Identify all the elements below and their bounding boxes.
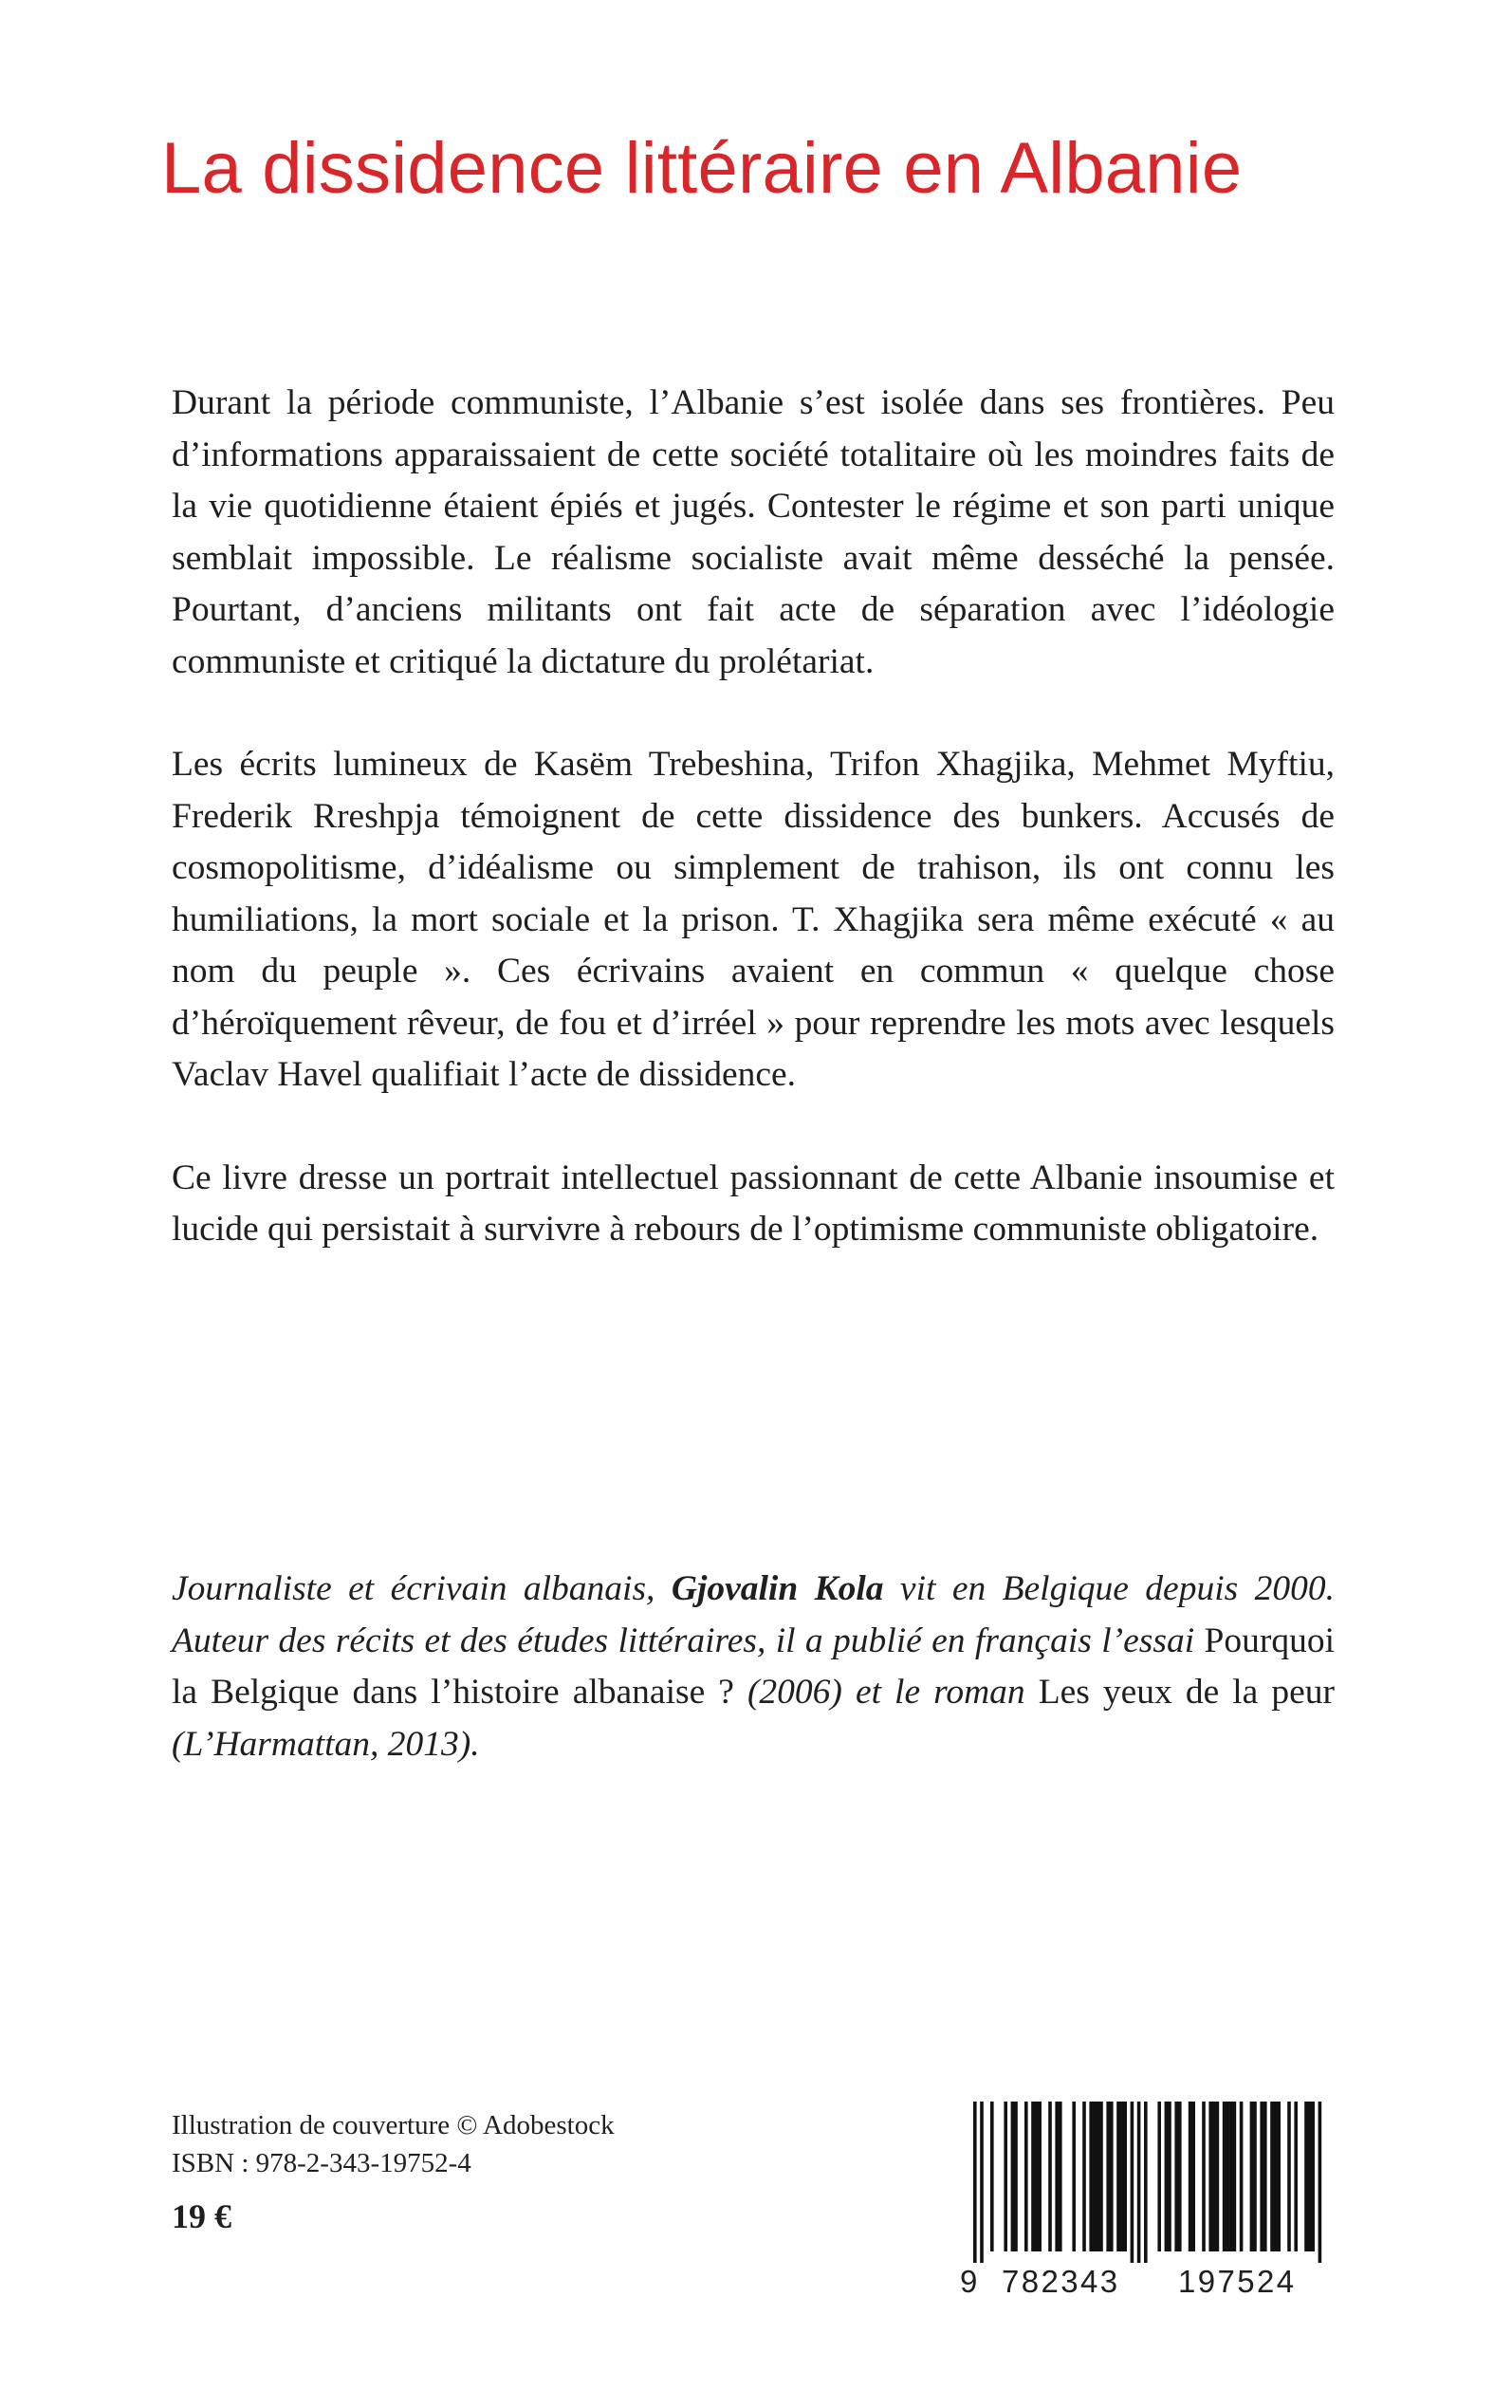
summary-paragraph-1: Durant la période communiste, l’Albanie s’est isolée dans ses frontières. Peu d’informations apparaissaient de cette société totalitaire où les moindres faits de la vie quotidienne étaient épiés et jugés. Contester le régime et son parti unique semblait impossible. Le réalisme socialiste avait même desséché la pensée. Pourtant, d’anciens militants ont fait acte de séparation avec l’idéologie communiste et critiqué la dictature du prolétariat. (172, 383, 1335, 681)
bio-book-title-1: Pourquoi la Belgique dans l’histoire albanaise ? (172, 1621, 1335, 1712)
book-title: La dissidence littéraire en Albanie (161, 128, 1243, 209)
bio-text-2: (2006) et le roman (733, 1673, 1039, 1712)
barcode-icon (968, 2102, 1337, 2263)
barcode-first-digit: 9 (960, 2264, 978, 2299)
bio-text-1: vit en Belgique depuis 2000. Auteur des récits et des études littéraires, il a publié en français l’essai (172, 1569, 1335, 1660)
bio-text-3: (L’Harmattan, 2013). (172, 1724, 480, 1764)
summary-paragraph-2: Les écrits lumineux de Kasëm Trebeshina, Trifon Xhagjika, Mehmet Myftiu, Frederik Rreshpja témoignent de cette dissidence des bunkers. Accusés de cosmopolitisme, d’idéalisme ou simplement de trahison, ils ont connu les humiliations, la mort sociale et la prison. T. Xhagjika sera même exécuté « au nom du peuple ». Ces écrivains avaient en commun « quelque chose d’héroïquement rêveur, de fou et d’irréel » pour reprendre les mots avec lesquels Vaclav Havel qualifiait l’acte de dissidence. (172, 745, 1335, 1094)
isbn-number: ISBN : 978-2-343-19752-4 (172, 2148, 471, 2178)
publication-credits (172, 2106, 836, 2239)
illustration-credit: Illustration de couverture © Adobestock (172, 2110, 615, 2140)
barcode-number (960, 2261, 1339, 2303)
back-cover-summary (172, 378, 1335, 1307)
barcode-right-group: 197524 (1178, 2264, 1297, 2299)
author-name: Gjovalin Kola (671, 1569, 884, 1608)
barcode-left-group: 782343 (1002, 2264, 1120, 2299)
bio-book-title-2: Les yeux de la peur (1038, 1673, 1335, 1712)
author-bio (172, 1564, 1335, 1770)
price: 19 € (172, 2197, 231, 2235)
summary-paragraph-3: Ce livre dresse un portrait intellectuel passionnant de cette Albanie insoumise et lucide qui persistait à survivre à rebours de l’optimisme communiste obligatoire. (172, 1158, 1335, 1249)
bio-intro: Journaliste et écrivain albanais, (172, 1569, 672, 1608)
